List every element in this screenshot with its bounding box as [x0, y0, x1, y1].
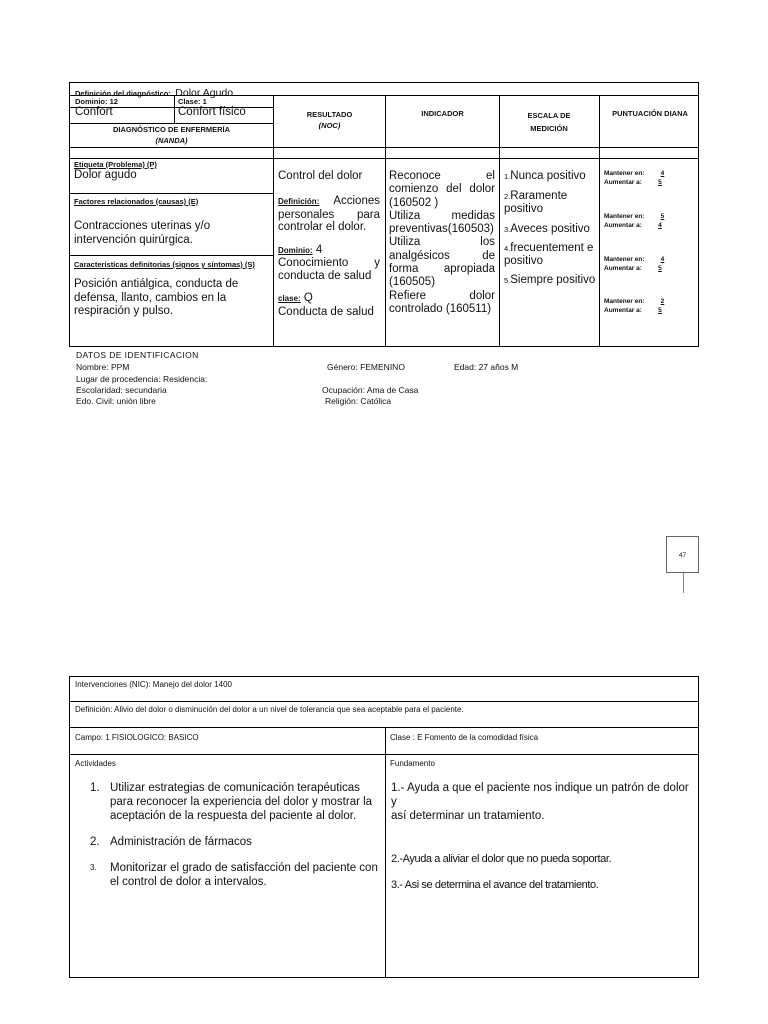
resultado-definition-label: Definición: [278, 197, 320, 206]
diana-mantener: Mantener en: 2 [604, 298, 665, 305]
caracteristicas-cell [74, 259, 271, 319]
nic-clase: Clase : E Fomento de la comodidad física [390, 733, 539, 742]
page-number: 47 [678, 552, 687, 559]
clase-label: Clase: 1 [178, 97, 207, 106]
factores-value: Contracciones uterinas y/o intervención quirúrgica. [74, 220, 211, 246]
indicador-item: Reconoce el comienzo del dolor (160502 ) [389, 170, 495, 209]
identification-nombre: Nombre: PPM [76, 362, 130, 372]
nic-definition: Definición: Alivio del dolor o disminución del dolor a un nivel de tolerancia que sea aceptable para el paciente. [75, 705, 464, 714]
resultado-definition-value: Acciones personales para controlar el dolor. [278, 195, 380, 233]
indicador-item: Refiere dolor controlado (160511) [389, 289, 495, 315]
escala-header: ESCALA DE MEDICIÓN [527, 111, 571, 133]
resultado-cell [278, 170, 380, 319]
actividades-label: Actividades [75, 759, 116, 768]
resultado-clase-value: Conducta de salud [278, 306, 374, 318]
diana-mantener: Mantener en: 4 [604, 170, 665, 177]
resultado-dominio-value: Conocimiento y conducta de salud [278, 257, 380, 282]
etiqueta-cell [74, 160, 271, 182]
identification-lugar: Lugar de procedencia: Residencia: [76, 374, 208, 384]
nanda-header [70, 124, 273, 146]
fundamento-1: 1.- Ayuda a que el paciente nos indique un patrón de dolor y así determinar un tratamiento. [391, 782, 689, 822]
escala-item: 2.Raramente positivo [504, 190, 568, 215]
diagnosis-table [69, 82, 699, 347]
resultado-dominio [278, 244, 380, 258]
identification-genero: Género: FEMENINO [327, 362, 405, 372]
escala-item: 1.Nunca positivo [504, 170, 586, 182]
escala-item: 3.Aveces positivo [504, 223, 590, 235]
diagnosis-definition-value: Dolor Agudo [175, 87, 234, 99]
identification-ocupacion: Ocupación: Ama de Casa [322, 385, 419, 395]
caracteristicas-label: Características definitorias (signos y síntomas) (S) [74, 260, 255, 269]
fundamento-2: 2.-Ayuda a aliviar el dolor que no pueda soportar. [391, 853, 612, 865]
dominio-value: Confort [75, 106, 113, 118]
indicador-cell [389, 170, 495, 316]
nanda-line2: (NANDA) [155, 136, 188, 145]
factores-label: Factores relacionados (causas) (E) [74, 197, 199, 206]
fundamento-3: 3.- Asi se determina el avance del tratamiento. [391, 879, 599, 891]
escala-cell [504, 170, 598, 287]
actividades-list [90, 781, 380, 889]
page-number-connector [683, 573, 684, 593]
indicador-item: Utiliza los analgésicos de forma apropiada (160505) [389, 236, 495, 289]
resultado-title: Control del dolor [278, 170, 363, 182]
diana-cell [600, 170, 700, 340]
resultado-header [274, 109, 385, 131]
resultado-clase-label: clase: [278, 294, 301, 303]
indicador-item: Utiliza medidas preventivas(160503) [389, 209, 495, 236]
interventions-table [69, 676, 699, 978]
dominio-label: Dominio: 12 [75, 97, 118, 106]
identification-edad: Edad: 27 años M [454, 362, 519, 372]
diagnosis-definition [75, 83, 234, 99]
resultado-dominio-label: Dominio: [278, 245, 313, 255]
identification-religion: Religión: Católica [325, 396, 392, 406]
resultado-clase-letter: Q [303, 292, 313, 304]
resultado-header-label: RESULTADO [306, 110, 353, 119]
diana-aumentar: Aumentar a: 5 [604, 179, 662, 186]
nanda-line1: DIAGNÓSTICO DE ENFERMERÍA [112, 125, 231, 134]
diana-aumentar: Aumentar a: 4 [604, 222, 662, 229]
factores-cell [74, 197, 271, 247]
caracteristicas-value: Posición antiálgica, conducta de defensa, llanto, cambios en la respiración y pulso. [74, 278, 239, 317]
clase-value: Confort físico [178, 106, 246, 118]
puntuacion-header: PUNTUACIÓN DIANA [612, 109, 688, 118]
resultado-clase [278, 292, 380, 305]
identification-escolaridad: Escolaridad: secundaria [76, 385, 167, 395]
noc-header-label: (NOC) [318, 121, 341, 130]
diana-aumentar: Aumentar a: 5 [604, 307, 662, 314]
resultado-dominio-number: 4 [315, 243, 323, 256]
diana-mantener: Mantener en: 5 [604, 213, 665, 220]
resultado-definition [278, 195, 380, 234]
diagnosis-definition-label: Definición del diagnóstico: [75, 89, 171, 98]
escala-item: 5.Siempre positivo [504, 274, 596, 286]
identification-civil: Edo. Civil: unión libre [76, 396, 156, 406]
nic-title: Intervenciones (NIC): Manejo del dolor 1400 [75, 680, 232, 689]
escala-item: 4.frecuentement e positivo [504, 242, 594, 267]
identification-title: DATOS DE IDENTIFICACION [76, 350, 199, 360]
page-number-box [666, 536, 699, 573]
actividad-item: 2. Administración de fármacos [90, 836, 252, 848]
diana-mantener: Mantener en: 4 [604, 256, 665, 263]
clase-cell [178, 97, 273, 118]
fundamento-label: Fundamento [390, 759, 435, 768]
dominio-cell [75, 97, 173, 118]
actividad-item: 1. Utilizar estrategias de comunicación terapéuticas para reconocer la experiencia del dolor y mostrar la aceptación de la respuesta del paciente al dolor. [90, 782, 373, 822]
nic-campo: Campo: 1 FISIOLOGICO: BASICO [75, 733, 199, 742]
etiqueta-value: Dolor agudo [74, 169, 137, 181]
diana-aumentar: Aumentar a: 5 [604, 265, 662, 272]
indicador-header: INDICADOR [421, 109, 464, 118]
actividad-item: 3. Monitorizar el grado de satisfacción del paciente con el control de dolor a intervalos. [90, 862, 378, 888]
etiqueta-label: Etiqueta (Problema) (P) [74, 160, 157, 169]
